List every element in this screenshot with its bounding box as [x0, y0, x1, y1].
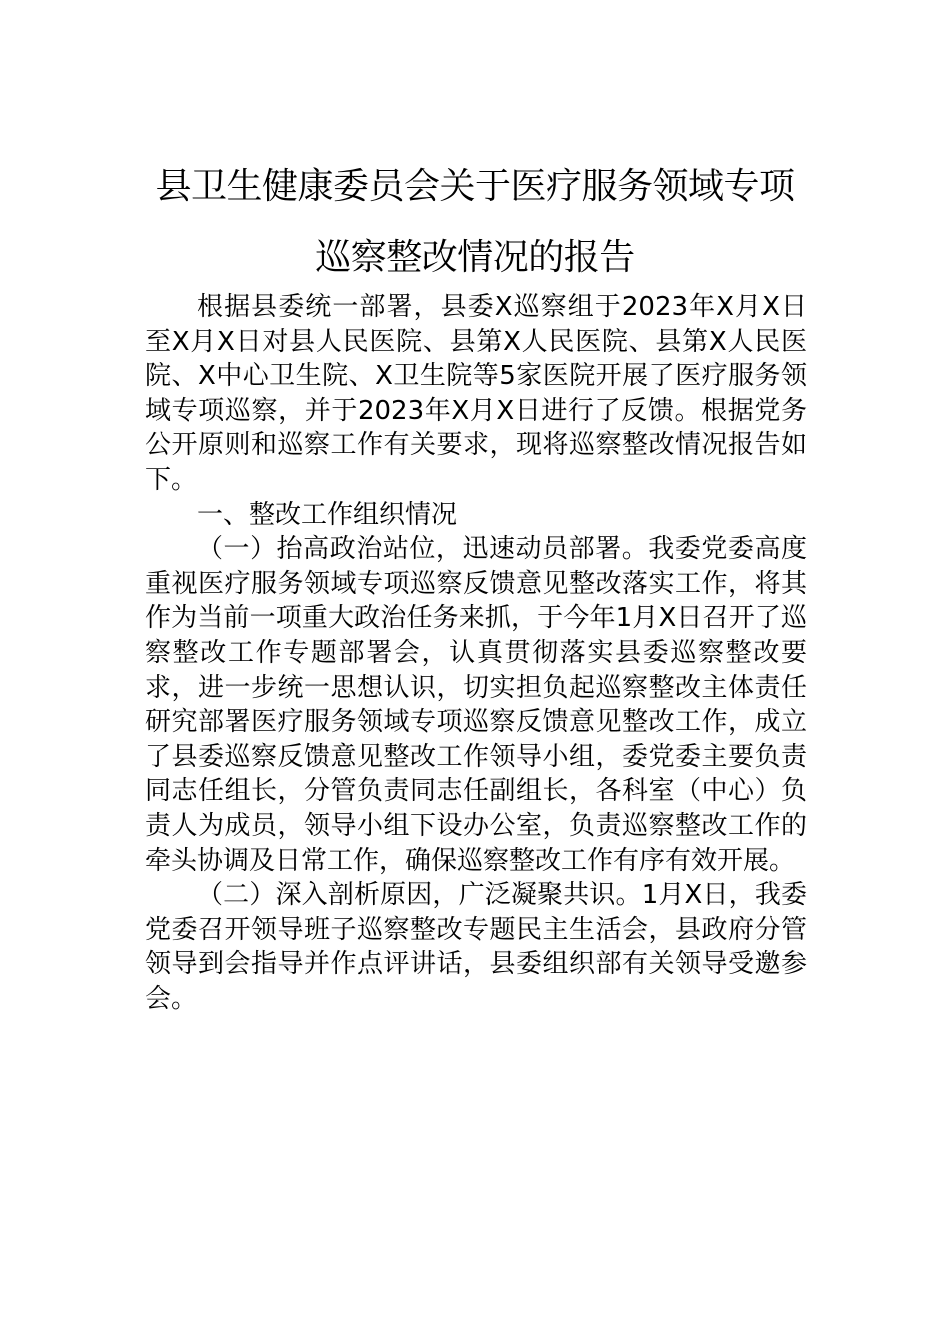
- document-title-line-2: 巡察整改情况的报告: [315, 237, 635, 278]
- document-title-line-1: 县卫生健康委员会关于医疗服务领域专项: [155, 166, 795, 207]
- subsection-paragraph-1: （一）抬高政治站位，迅速动员部署。我委党委高度重视医疗服务领域专项巡察反馈意见整改落实工作，将其作为当前一项重大政治任务来抓，于今年1月X日召开了巡察整改工作专题部署会，认真贯彻落实县委巡察整改要求，进一步统一思想认识，切实担负起巡察整改主体责任研究部署医疗服务领域专项巡察反馈意见整改工作，成立了县委巡察反馈意见整改工作领导小组，委党委主要负责同志任组长，分管负责同志任副组长，各科室（中心）负责人为成员，领导小组下设办公室，负责巡察整改工作的牵头协调及日常工作，确保巡察整改工作有序有效开展。: [145, 534, 807, 876]
- subsection-paragraph-2: （二）深入剖析原因，广泛凝聚共识。1月X日，我委党委召开领导班子巡察整改专题民主生活会，县政府分管领导到会指导并作点评讲话，县委组织部有关领导受邀参会。: [145, 880, 807, 1014]
- section-heading-1: 一、整改工作组织情况: [197, 499, 458, 530]
- intro-paragraph: 根据县委统一部署，县委X巡察组于2023年X月X日至X月X日对县人民医院、县第X人民医院、县第X人民医院、X中心卫生院、X卫生院等5家医院开展了医疗服务领域专项巡察，并于2023年X月X日进行了反馈。根据党务公开原则和巡察工作有关要求，现将巡察整改情况报告如下。: [145, 292, 807, 495]
- document-body: [145, 290, 807, 1016]
